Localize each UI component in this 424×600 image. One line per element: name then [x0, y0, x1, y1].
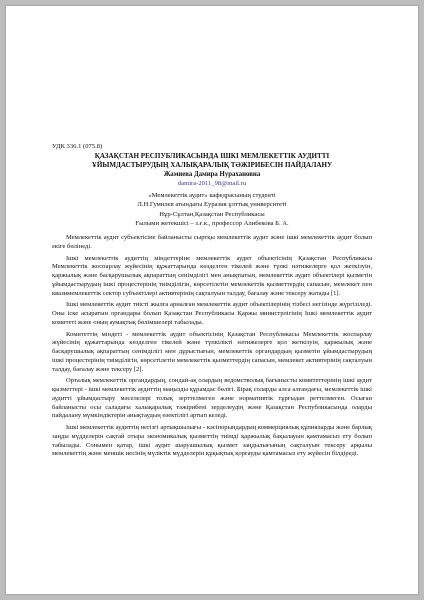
paragraph: Орталық мемлекеттік органдардың, сондай-ақ олардың ведомстволық бағынысты комитеттерінің ішкі аудит қызметтері - ішкі мемлекеттік аудиттің маңызды құрамдас бөлігі. Бірақ соларды алса алғандағы, мемлекеттік ішкі аудитті ұйымдастыру мәселелері толық зерттелмеген және нормативтік тұрғыдан реттелмеген. Осыған байланысты осы саладағы халықаралық тәжірибені зерделеудің және Қазақстан Республикасында оларды пайдалану мүмкіндіктерін анықтаудың өзектілігі артып келеді.: [52, 377, 372, 420]
paragraph: Ішкі мемлекеттік аудит тиісті жылға арналған мемлекеттік аудит объектілерінің тізбесі негізінде жүргізіледі. Оны іске асыратын органдары болып Қазақстан Республикасы Қаржы министрлігінің Ішкі мемлекеттік аудит комитеті және оның аумақтық бөлімшелері табылады.: [52, 301, 372, 326]
author-email[interactable]: damira-2011_98@mail.ru: [177, 180, 247, 187]
body-text: [52, 234, 372, 462]
affiliation-line-3: Нұр-Сұлтан,Қазақстан Республикасы: [159, 210, 265, 218]
affiliation-line-1: «Мемлекеттік аудит» кафедрасының студенті: [148, 192, 276, 199]
author-name: Жамиева Дамира Нурахановна: [163, 171, 261, 178]
udk-code: УДК 336.1 (075.8): [52, 143, 103, 150]
affiliation-line-4: Ғылыми жетекшісі – з.ғ.к., профессор Алибекова Б. А.: [135, 220, 289, 228]
title-line-1: ҚАЗАҚСТАН РЕСПУБЛИКАСЫНДА ІШКІ МЕМЛЕКЕТТІК АУДИТТІ: [94, 152, 330, 160]
affiliation-line-2: Л.Н.Гумилев атындағы Еуразия ұлттық университеті: [137, 201, 287, 209]
paragraph: Ішкі мемлекеттік аудиттің негізгі артықшылығы - кәсіпорындардың коммерциялық құпияларды және барлық заңды мүдделерін сақтай отыра экономикалық қызметтің тиімді қаржылық бақылауын қамтамасыз ету болып табылады. Сонымен қатар, ішкі аудит шаруашылық қызмет заңдылығының сақталуын тексеру арқылы мемлекеттің және меншік иесінің мүліктік мүдделерін құқықтық қорғауды қамтамасыз ету жүйесін білдіреді.: [52, 424, 372, 458]
affiliation-block: [52, 191, 372, 229]
paragraph: Ішкі мемлекеттік аудиттің міндеттеріне мемлекеттік аудит объектісінің Қазақстан Республикасы Мемлекеттік жоспарлау жүйесінің құжаттарында көзделген тікелей және түпкі нәтижелерге қол жеткізуін, қаржылық және басқарушылық ақпараттың сенімділігі мен анықтығын, мемлекеттік аудит объектілері қызметін ұйымдастырудың ішкі процестерінің тиімділігін, көрсетілетін мемлекеттік қызметтердің сапасын, мемлекет пен квазимемлекеттік сектор субъектілері активтерінің сақталуын талдау, бағалау және тексеру жатады [1].: [52, 254, 372, 297]
title-line-2: ҰЙЫМДАСТЫРУДЫҢ ХАЛЫҚАРАЛЫҚ ТӘЖІРИБЕСІН ПАЙДАЛАНУ: [91, 161, 333, 169]
paragraph: Комитеттің міндеті - мемлекеттік аудит объектісінің Қазақстан Республикасы Мемлекеттік жоспарлау жүйесінің құжаттарында көзделген тікелей және түпкілікті нәтижелерге қол жеткізуін, қаржылық және басқарушылық ақпараттың сенімділігі мен дұрыстығын, мемлекеттік органдардың қызметін ұйымдастырудың ішкі процестерінің тиімділігін, көрсетілетін мемлекеттік қызметтердің сапасын, мемлекет активтерінің сақталуын талдау, бағалау және тексеру [2].: [52, 330, 372, 373]
paragraph: Мемлекеттік аудит субъектісіне байланысты сыртқы мемлекеттік аудит және ішкі мемлекеттік аудит болып екіге бөлінеді.: [52, 234, 372, 250]
paper-title: [52, 152, 372, 170]
